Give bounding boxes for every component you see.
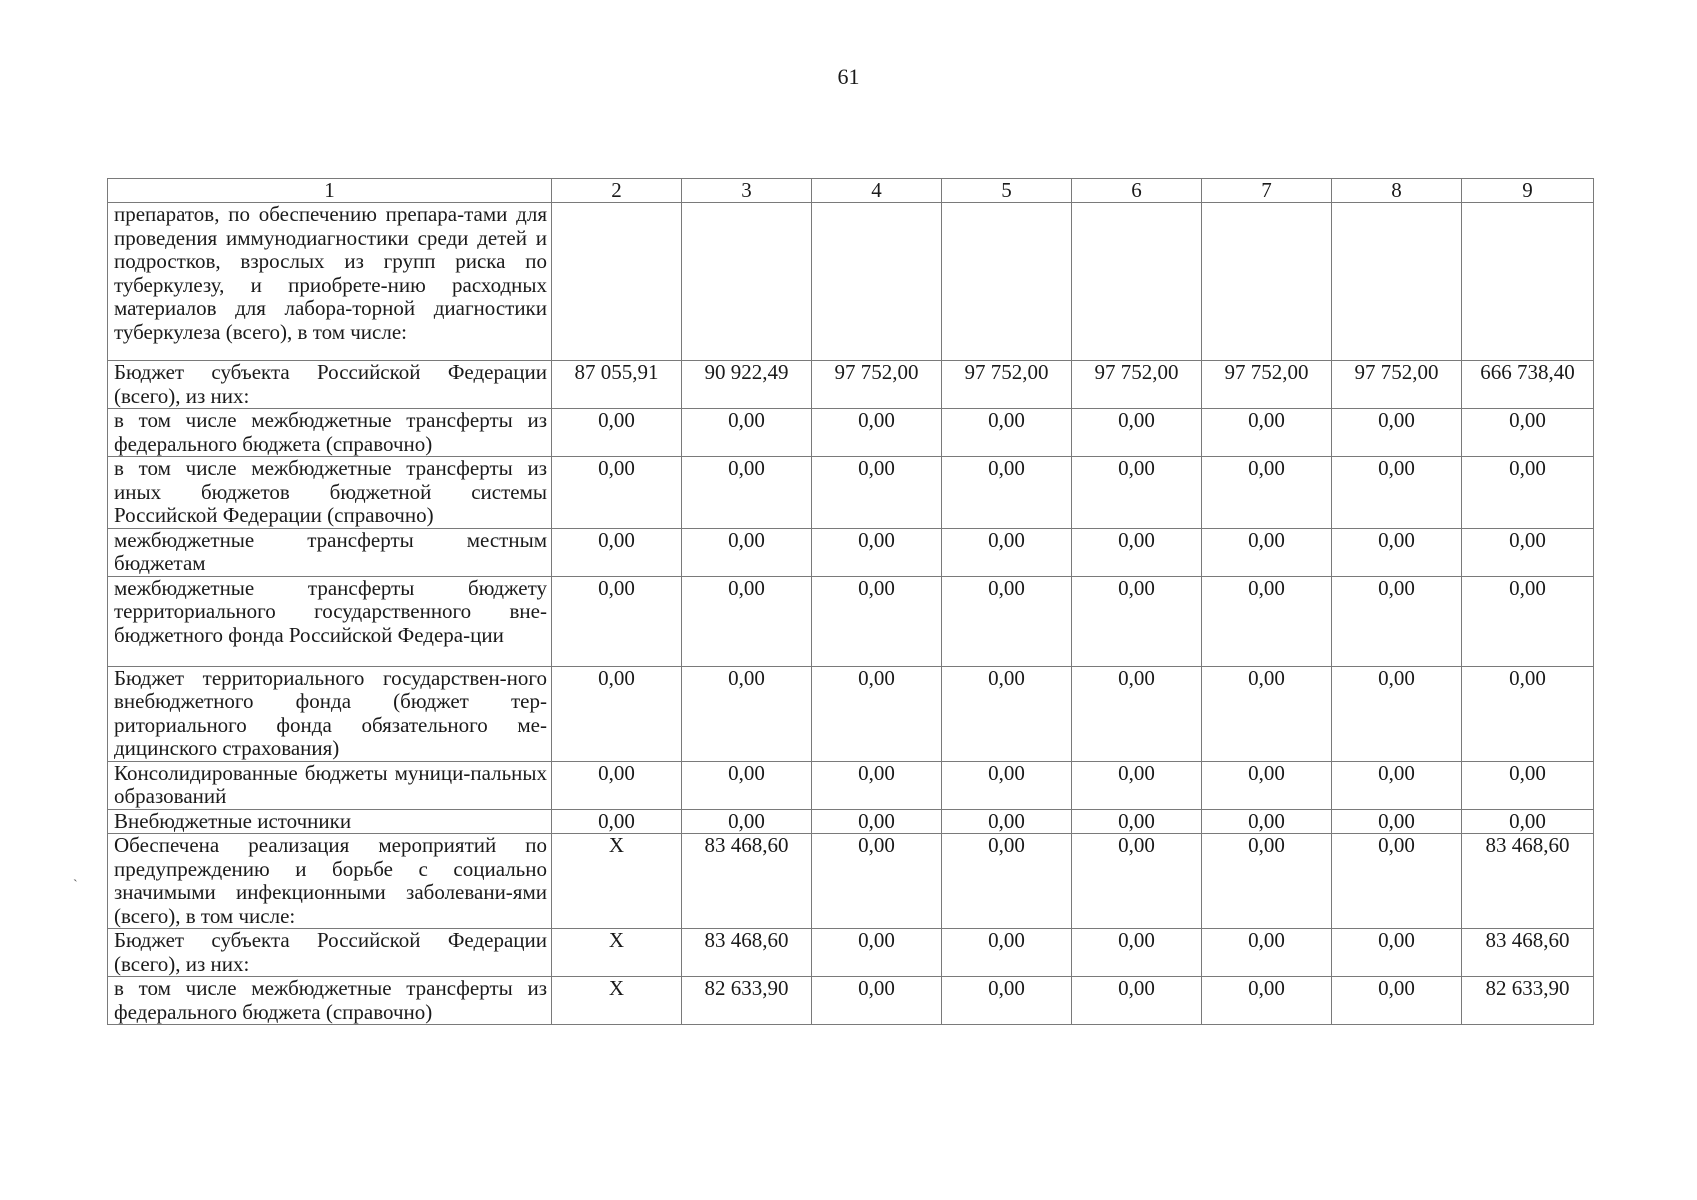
value-cell: 0,00	[682, 761, 812, 809]
value-cell: 97 752,00	[942, 361, 1072, 409]
value-cell: 0,00	[812, 528, 942, 576]
value-cell: 0,00	[552, 761, 682, 809]
value-cell: 83 468,60	[682, 929, 812, 977]
value-cell: 97 752,00	[1332, 361, 1462, 409]
value-cell: 0,00	[682, 809, 812, 834]
value-cell	[552, 203, 682, 361]
value-cell: 0,00	[1332, 666, 1462, 761]
row-label: межбюджетные трансферты бюджету территориального государственного вне-бюджетного фонда Российской Федера-ции	[108, 576, 552, 666]
value-cell: 0,00	[552, 809, 682, 834]
value-cell: 0,00	[1072, 977, 1202, 1025]
value-cell: 0,00	[1462, 457, 1594, 529]
value-cell	[1202, 203, 1332, 361]
value-cell: 0,00	[1202, 929, 1332, 977]
row-label: Бюджет территориального государствен-ного внебюджетного фонда (бюджет тер-риториального фонда обязательного ме-дицинского страхования)	[108, 666, 552, 761]
column-header: 7	[1202, 179, 1332, 203]
row-label: Бюджет субъекта Российской Федерации (всего), из них:	[108, 929, 552, 977]
row-label: Консолидированные бюджеты муници-пальных образований	[108, 761, 552, 809]
value-cell: 0,00	[1202, 666, 1332, 761]
value-cell	[942, 203, 1072, 361]
value-cell: 0,00	[1202, 409, 1332, 457]
row-label: Внебюджетные источники	[108, 809, 552, 834]
table-row	[108, 361, 1594, 409]
value-cell: 0,00	[942, 929, 1072, 977]
value-cell: 0,00	[1072, 834, 1202, 929]
value-cell: 0,00	[1332, 929, 1462, 977]
value-cell: 0,00	[1072, 929, 1202, 977]
value-cell: 0,00	[1202, 834, 1332, 929]
value-cell: 0,00	[1332, 457, 1462, 529]
column-header: 5	[942, 179, 1072, 203]
value-cell: 0,00	[812, 809, 942, 834]
value-cell: 0,00	[812, 834, 942, 929]
value-cell: 0,00	[1332, 528, 1462, 576]
value-cell: X	[552, 834, 682, 929]
value-cell: 87 055,91	[552, 361, 682, 409]
value-cell: 666 738,40	[1462, 361, 1594, 409]
table-row	[108, 576, 1594, 666]
page-number: 61	[837, 64, 860, 89]
value-cell: X	[552, 977, 682, 1025]
value-cell: 0,00	[1072, 576, 1202, 666]
table-row	[108, 409, 1594, 457]
value-cell: 0,00	[1332, 409, 1462, 457]
table-header-row	[108, 179, 1594, 203]
value-cell	[1332, 203, 1462, 361]
budget-table	[107, 178, 1594, 1025]
value-cell: 0,00	[812, 409, 942, 457]
value-cell: 0,00	[942, 528, 1072, 576]
value-cell: 0,00	[1202, 977, 1332, 1025]
column-header: 3	[682, 179, 812, 203]
value-cell: 0,00	[1462, 576, 1594, 666]
row-label: препаратов, по обеспечению препара-тами для проведения иммунодиагностики среди детей и подростков, взрослых из групп риска по туберкулезу, и приобрете-нию расходных материалов для лабора-торной диагностики туберкулеза (всего), в том числе:	[108, 203, 552, 361]
value-cell: 83 468,60	[1462, 929, 1594, 977]
table-row	[108, 977, 1594, 1025]
value-cell: 0,00	[942, 834, 1072, 929]
table-row	[108, 203, 1594, 361]
value-cell: 83 468,60	[682, 834, 812, 929]
value-cell: 0,00	[812, 576, 942, 666]
value-cell: 0,00	[1202, 457, 1332, 529]
value-cell: 0,00	[1202, 761, 1332, 809]
value-cell: 0,00	[812, 761, 942, 809]
table-row	[108, 666, 1594, 761]
value-cell: 0,00	[1072, 457, 1202, 529]
value-cell: 0,00	[1332, 834, 1462, 929]
value-cell: 0,00	[1072, 409, 1202, 457]
value-cell: 0,00	[1072, 528, 1202, 576]
row-label: в том числе межбюджетные трансферты из иных бюджетов бюджетной системы Российской Федерации (справочно)	[108, 457, 552, 529]
column-header: 9	[1462, 179, 1594, 203]
table-row	[108, 457, 1594, 529]
value-cell: 0,00	[1462, 528, 1594, 576]
scan-artifact-mark: `	[73, 878, 78, 893]
value-cell: 0,00	[552, 457, 682, 529]
value-cell: 0,00	[552, 666, 682, 761]
value-cell: 0,00	[942, 409, 1072, 457]
row-label: в том числе межбюджетные трансферты из федерального бюджета (справочно)	[108, 409, 552, 457]
value-cell: 0,00	[682, 528, 812, 576]
column-header: 1	[108, 179, 552, 203]
value-cell: 0,00	[1462, 409, 1594, 457]
table-row	[108, 834, 1594, 929]
row-label: Бюджет субъекта Российской Федерации (всего), из них:	[108, 361, 552, 409]
column-header: 8	[1332, 179, 1462, 203]
value-cell: 0,00	[942, 576, 1072, 666]
value-cell: 0,00	[682, 457, 812, 529]
column-header: 6	[1072, 179, 1202, 203]
column-header: 2	[552, 179, 682, 203]
value-cell: 0,00	[942, 977, 1072, 1025]
value-cell: 0,00	[1072, 809, 1202, 834]
column-header: 4	[812, 179, 942, 203]
value-cell: 0,00	[942, 761, 1072, 809]
row-label: в том числе межбюджетные трансферты из федерального бюджета (справочно)	[108, 977, 552, 1025]
table-row	[108, 528, 1594, 576]
value-cell: 0,00	[1332, 761, 1462, 809]
value-cell: 0,00	[812, 977, 942, 1025]
value-cell: 0,00	[1332, 576, 1462, 666]
value-cell: 97 752,00	[812, 361, 942, 409]
value-cell: 0,00	[682, 409, 812, 457]
value-cell	[1462, 203, 1594, 361]
value-cell: 0,00	[552, 409, 682, 457]
value-cell: 0,00	[1332, 977, 1462, 1025]
table-row	[108, 809, 1594, 834]
value-cell: 0,00	[812, 457, 942, 529]
table-row	[108, 929, 1594, 977]
value-cell	[812, 203, 942, 361]
value-cell: 0,00	[1202, 528, 1332, 576]
value-cell: 0,00	[1462, 809, 1594, 834]
value-cell: 0,00	[812, 666, 942, 761]
value-cell: 0,00	[1332, 809, 1462, 834]
value-cell: 90 922,49	[682, 361, 812, 409]
table-row	[108, 761, 1594, 809]
value-cell: 83 468,60	[1462, 834, 1594, 929]
value-cell	[1072, 203, 1202, 361]
row-label: Обеспечена реализация мероприятий по предупреждению и борьбе с социально значимыми инфекционными заболевани-ями (всего), в том числе:	[108, 834, 552, 929]
value-cell: 97 752,00	[1202, 361, 1332, 409]
value-cell: 0,00	[812, 929, 942, 977]
value-cell	[682, 203, 812, 361]
value-cell: 82 633,90	[682, 977, 812, 1025]
value-cell: 0,00	[1202, 576, 1332, 666]
value-cell: 0,00	[552, 576, 682, 666]
value-cell: X	[552, 929, 682, 977]
value-cell: 0,00	[1462, 666, 1594, 761]
table-body	[108, 203, 1594, 1025]
value-cell: 0,00	[1202, 809, 1332, 834]
value-cell: 82 633,90	[1462, 977, 1594, 1025]
value-cell: 0,00	[1072, 666, 1202, 761]
value-cell: 0,00	[942, 809, 1072, 834]
value-cell: 0,00	[942, 666, 1072, 761]
value-cell: 0,00	[1462, 761, 1594, 809]
value-cell: 0,00	[1072, 761, 1202, 809]
value-cell: 97 752,00	[1072, 361, 1202, 409]
value-cell: 0,00	[942, 457, 1072, 529]
value-cell: 0,00	[552, 528, 682, 576]
value-cell: 0,00	[682, 666, 812, 761]
row-label: межбюджетные трансферты местным бюджетам	[108, 528, 552, 576]
value-cell: 0,00	[682, 576, 812, 666]
